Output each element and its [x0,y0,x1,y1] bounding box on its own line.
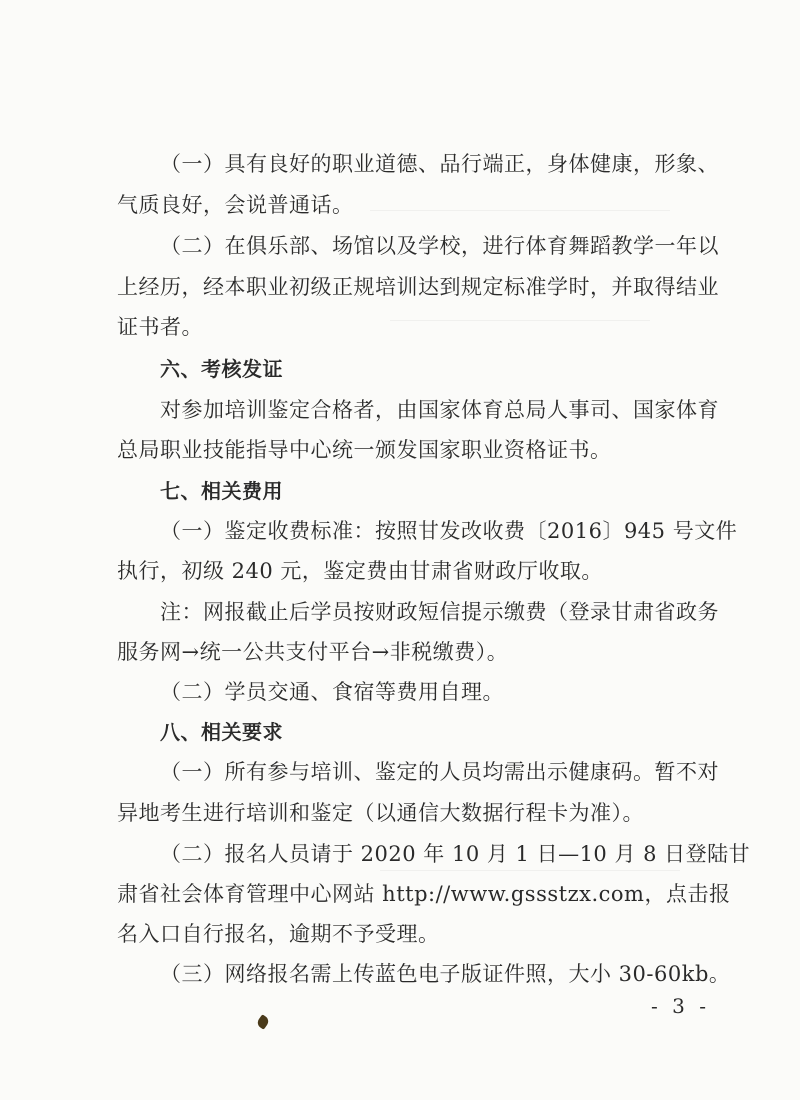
paragraph-line: （二）报名人员请于 2020 年 10 月 1 日—10 月 8 日登陆甘 [160,842,751,866]
ink-mark [255,1014,270,1030]
paragraph-line: 执行，初级 240 元，鉴定费由甘肃省财政厅收取。 [117,559,603,583]
paragraph-line: 肃省社会体育管理中心网站 http://www.gssstzx.com，点击报 [117,882,731,906]
paragraph-line: 证书者。 [117,315,203,339]
paragraph-line: 对参加培训鉴定合格者，由国家体育总局人事司、国家体育 [160,398,719,422]
section-heading: 六、考核发证 [160,357,283,381]
paragraph-line: （二）在俱乐部、场馆以及学校，进行体育舞蹈教学一年以 [160,234,719,258]
paragraph-line: 总局职业技能指导中心统一颁发国家职业资格证书。 [117,438,612,462]
paragraph-line: （一）具有良好的职业道德、品行端正，身体健康，形象、 [160,152,719,176]
paragraph-line: 注：网报截止后学员按财政短信提示缴费（登录甘肃省政务 [160,600,719,624]
paragraph-line: 上经历，经本职业初级正规培训达到规定标准学时，并取得结业 [117,275,719,299]
bleed-through-line [390,320,650,321]
bleed-through-line [380,870,680,871]
paragraph-line: 服务网→统一公共支付平台→非税缴费）。 [117,640,509,664]
paragraph-line: （二）学员交通、食宿等费用自理。 [160,680,504,704]
paragraph-line: 名入口自行报名，逾期不予受理。 [117,922,440,946]
paragraph-line: （三）网络报名需上传蓝色电子版证件照，大小 30-60kb。 [160,962,731,986]
paragraph-line: 气质良好，会说普通话。 [117,193,354,217]
section-heading: 八、相关要求 [160,720,283,744]
bleed-through-line [370,210,670,211]
paragraph-line: （一）所有参与培训、鉴定的人员均需出示健康码。暂不对 [160,760,719,784]
paragraph-line: 异地考生进行培训和鉴定（以通信大数据行程卡为准）。 [117,801,644,825]
paragraph-line: （一）鉴定收费标准：按照甘发改收费〔2016〕945 号文件 [160,519,738,543]
section-heading: 七、相关费用 [160,479,283,503]
page-number: - 3 - [651,994,710,1018]
